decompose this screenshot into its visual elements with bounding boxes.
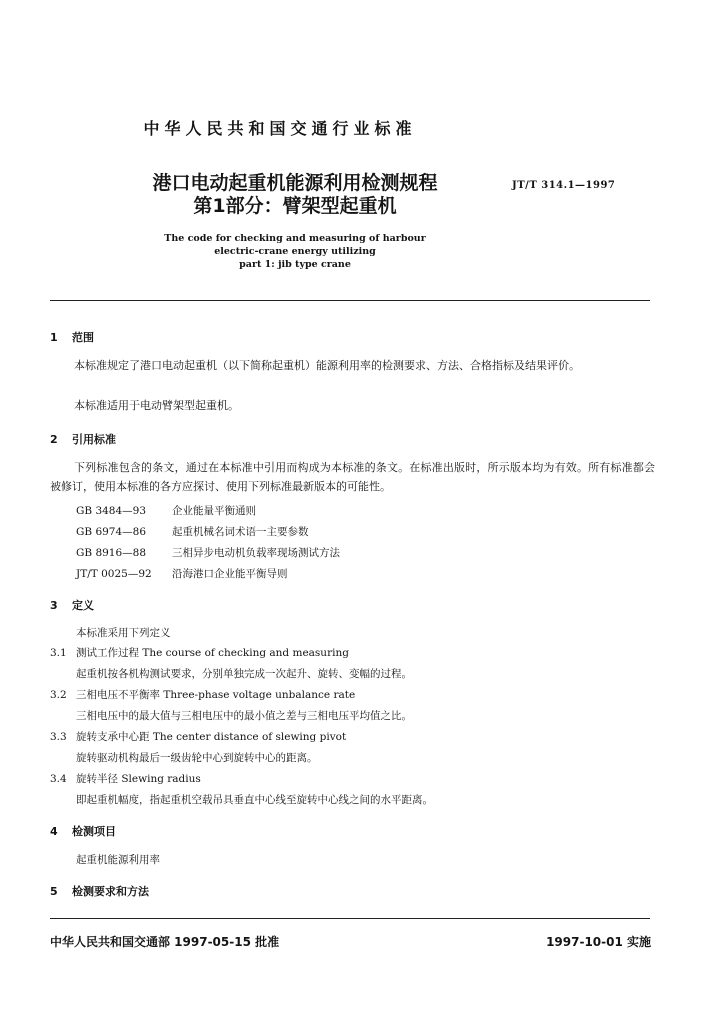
section-2-number: 2 [50,433,58,446]
section-1-paragraph-1: 本标准规定了港口电动起重机（以下简称起重机）能源利用率的检测要求、方法、合格指标及结果评价。 [74,359,580,372]
reference-name: 企业能量平衡通则 [172,505,256,517]
title-cn-line1: 港口电动起重机能源利用检测规程 [152,172,438,194]
section-4-item: 起重机能源利用率 [76,854,160,866]
reference-name: 起重机械名词术语一主要参数 [172,526,309,538]
definitions-intro: 本标准采用下列定义 [76,627,171,639]
section-5-number: 5 [50,885,58,898]
definition-term [50,729,346,744]
definition-term-text: 旋转半径 Slewing radius [76,773,201,785]
section-5-title: 检测要求和方法 [72,885,149,898]
reference-code: GB 3484—93 [76,505,147,517]
reference-code: JT/T 0025—92 [76,568,152,580]
definition-term-text: 测试工作过程 The course of checking and measuring [76,647,349,659]
document-title-en [80,232,510,271]
section-1-title: 范围 [72,331,94,344]
document-number: JT/T 314.1—1997 [512,180,616,191]
title-en-line2: electric-crane energy utilizing [214,246,376,257]
section-3-title: 定义 [72,599,94,612]
reference-code: GB 6974—86 [76,526,147,538]
effective-date: 1997-10-01 实施 [546,935,651,949]
header-divider [50,300,650,301]
footer-divider [50,918,650,919]
section-1-paragraph-2: 本标准适用于电动臂架型起重机。 [74,399,239,412]
definition-term [50,645,349,660]
section-2-title: 引用标准 [72,433,116,446]
definition-term [50,771,201,786]
section-2-paragraph: 下列标准包含的条文，通过在本标准中引用而构成为本标准的条文。在标准出版时，所示版本均为有效。所有标准都会被修订，使用本标准的各方应探讨、使用下列标准最新版本的可能性。 [50,461,655,493]
section-1-heading [50,329,94,345]
reference-item [76,524,309,539]
standard-category-title: 中华人民共和国交通行业标准 [143,119,417,138]
definition-number: 3.3 [50,731,67,743]
issue-date: 中华人民共和国交通部 1997-05-15 批准 [50,935,280,949]
section-4-heading [50,823,116,839]
section-3-number: 3 [50,599,58,612]
section-3-heading [50,597,94,613]
definition-description: 即起重机幅度，指起重机空载吊具垂直中心线至旋转中心线之间的水平距离。 [76,794,433,806]
title-cn-line2: 第1部分：臂架型起重机 [193,195,397,217]
reference-item [76,503,256,518]
definition-description: 三相电压中的最大值与三相电压中的最小值之差与三相电压平均值之比。 [76,710,412,722]
section-5-heading [50,883,149,899]
definition-term-text: 旋转支承中心距 The center distance of slewing pivot [76,731,347,743]
document-title-cn [80,172,510,218]
definition-number: 3.1 [50,647,67,659]
title-en-line3: part 1: jib type crane [239,259,351,270]
reference-name: 三相异步电动机负载率现场测试方法 [172,547,340,559]
definition-description: 旋转驱动机构最后一级齿轮中心到旋转中心的距离。 [76,752,318,764]
definition-number: 3.4 [50,773,67,785]
definition-term-text: 三相电压不平衡率 Three-phase voltage unbalance rate [76,689,356,701]
reference-name: 沿海港口企业能平衡导则 [172,568,288,580]
section-2-heading [50,431,116,447]
reference-code: GB 8916—88 [76,547,147,559]
reference-item [76,545,340,560]
definition-number: 3.2 [50,689,67,701]
section-1-number: 1 [50,331,58,344]
title-en-line1: The code for checking and measuring of harbour [164,233,426,244]
section-4-title: 检测项目 [72,825,116,838]
definition-term [50,687,355,702]
definition-description: 起重机按各机构测试要求，分别单独完成一次起升、旋转、变幅的过程。 [76,668,412,680]
reference-item [76,566,288,581]
section-4-number: 4 [50,825,58,838]
